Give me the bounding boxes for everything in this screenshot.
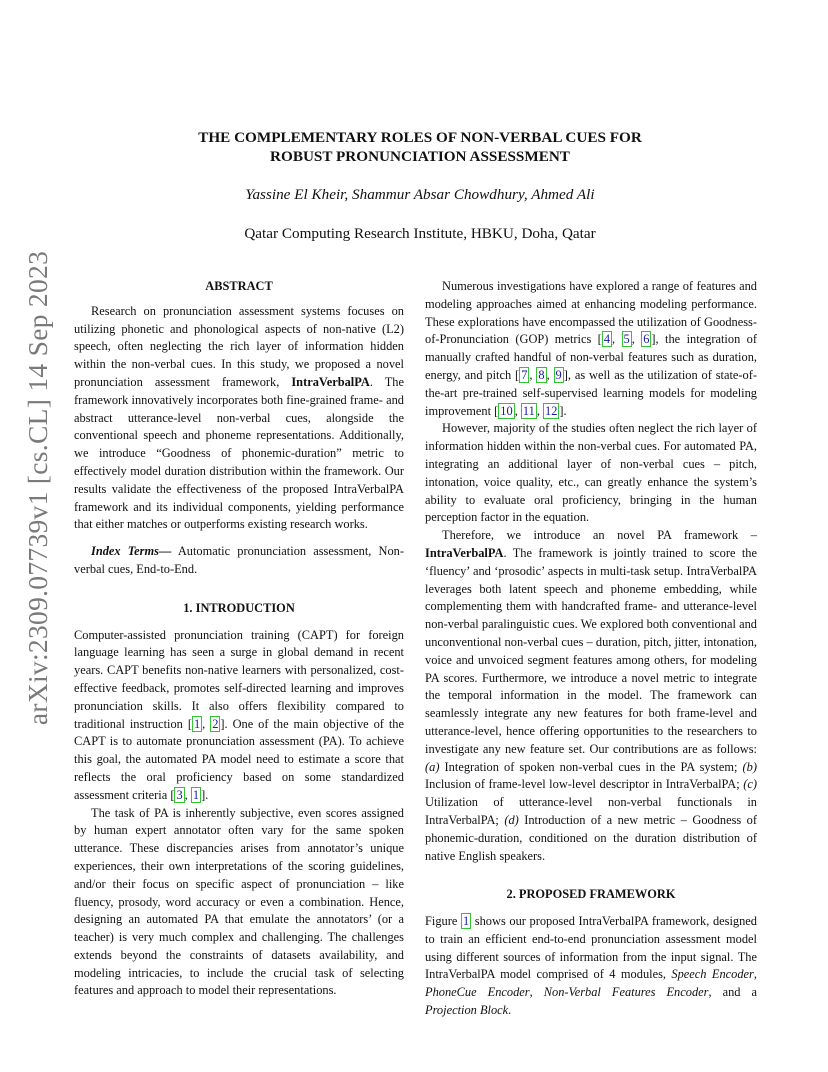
contribution-b-label: (b): [742, 759, 757, 774]
citation-link[interactable]: 1: [193, 716, 201, 731]
intro-p1-text-c: ].: [201, 787, 209, 802]
citation-link[interactable]: 4: [603, 332, 611, 347]
contrib-text-b: . The framework is jointly trained to score the ‘fluency’ and ‘prosodic’ aspects in multi-task setup. IntraVerbalPA leverages both latent speech and phoneme embedding, while complementing them with handcrafted frame- and utterance-level non-verbal paralinguistic cues. We explored both conventional and unconventional non-verbal cues – duration, pitch, jitter, intonation, voice and unvoiced segment features among others, for modeling PA scores. Furthermore, we introduce a novel metric to integrate the temporal information in the model. The framework can seamlessly integrate any new features for both frame-level and utterance-level, hence offering opportunities to the researchers to investigate any new feature set. Our contributions are as follows:: [425, 545, 757, 756]
intro-paragraph-2: The task of PA is inherently subjective, even scores assigned by human expert annotator often vary for the same spoken utterance. These discrepancies arises from annotator’s unique experiences, their own interpretations of the scoring guidelines, and/or their focus on specific aspect of pronunciation – like fluency, prosody, word accuracy or even a combination. Hence, designing an automated PA that emulate the annotators’ (or a teacher) is very much complex and challenging. The challenges extends beyond the constraints of datasets availability, and modeling intricacies, to include the crucial task of selecting features and approach to model their representations.: [74, 805, 404, 998]
intro-p1-text-a: Computer-assisted pronunciation training (CAPT) for foreign language learning has seen a surge in global demand in recent years. CAPT benefits non-native learners with personalized, cost-effective feedback, promotes self-directed learning and improves pronunciation skills. It also offers flexibility compared to traditional instruction [: [74, 627, 404, 731]
framework-name: IntraVerbalPA: [425, 545, 504, 560]
citation-link[interactable]: 12: [545, 403, 558, 418]
contribution-a-text: Integration of spoken non-verbal cues in the PA system;: [439, 759, 743, 774]
fw-text-b: shows our proposed IntraVerbalPA framework, designed to train an efficient end-to-end pronunciation assessment model using different sources of information from the input signal. The IntraVerbalPA model comprised of: [425, 914, 758, 982]
rw-text-b: ], the integration of manually crafted handful of non-verbal features such as duration, energy, and pitch [: [425, 332, 757, 382]
paper-title: [150, 128, 690, 166]
related-work-paragraph: [425, 278, 757, 420]
intro-p1-text-b: ]. One of the main objective of the CAPT is to automate pronunciation assessment (PA). To achieve this goal, the automated PA model need to estimate a score that reflects the oral proficiency based on some standardized assessment criteria [: [74, 716, 405, 802]
framework-paragraph: [425, 913, 757, 1020]
citation-sep: ,: [631, 332, 642, 347]
citation-link[interactable]: 8: [538, 367, 545, 382]
citation-link[interactable]: 2: [212, 716, 219, 731]
citation-sep: ,: [546, 367, 554, 382]
citation-sep: ,: [612, 332, 622, 347]
module-count: 4: [609, 967, 616, 982]
title-line-1: THE COMPLEMENTARY ROLES OF NON-VERBAL CUES FOR: [198, 129, 642, 146]
contribution-b-text: Inclusion of frame-level low-level descriptor in IntraVerbalPA;: [425, 777, 744, 792]
index-terms-label: Index Terms—: [91, 544, 172, 559]
citation-link[interactable]: 11: [522, 403, 535, 418]
citation-sep: ,: [529, 367, 537, 382]
contribution-d-text: Introduction of a new metric – Goodness of phonemic-duration, conditioned on the duration distribution of native English speakers.: [425, 812, 757, 863]
authors: Yassine El Kheir, Shammur Absar Chowdhury, Ahmed Ali: [245, 186, 595, 203]
intro-heading: 1. INTRODUCTION: [183, 600, 295, 615]
citation-link[interactable]: 6: [643, 332, 650, 347]
figure-link[interactable]: 1: [462, 914, 470, 929]
citation-link[interactable]: 7: [521, 367, 528, 382]
framework-name: IntraVerbalPA: [291, 374, 370, 389]
contribution-c-label: (c): [743, 777, 757, 792]
abstract-text: [74, 303, 404, 534]
citation-link[interactable]: 9: [555, 367, 562, 382]
index-terms: [74, 543, 404, 579]
citation-sep: ,: [202, 716, 211, 731]
citation-sep: ,: [536, 403, 544, 418]
contribution-c-text: Utilization of utterance-level non-verbal functionals in IntraVerbalPA;: [425, 795, 757, 827]
module-phonecue-encoder: PhoneCue Encoder: [425, 985, 530, 1000]
right-column: [425, 278, 757, 1020]
citation-link[interactable]: 10: [500, 403, 513, 418]
contrib-text-a: Therefore, we introduce an novel PA framework –: [442, 528, 757, 543]
contribution-d-label: (d): [504, 812, 519, 827]
index-terms-text: Automatic pronunciation assessment, Non-verbal cues, End-to-End.: [74, 544, 404, 576]
contribution-paragraph: [425, 527, 757, 865]
citation-link[interactable]: 3: [176, 787, 183, 802]
rw-text-c: ], as well as the utilization of state-of-the-art pre-trained self-supervised learning models for modeling improvement [: [425, 367, 757, 418]
module-projection-block: Projection Block: [425, 1003, 509, 1018]
citation-sep: ,: [184, 787, 191, 802]
intro-paragraph-1: [74, 627, 404, 805]
title-line-2: ROBUST PRONUNCIATION ASSESSMENT: [270, 148, 570, 165]
abstract-part-2: . The framework innovatively incorporates both fine-grained frame- and abstract utterance-level non-verbal cues, alongside the conventional speech and phoneme representations. Additionally, we introduce “Goodness of phonemic-duration” metric to effectively model duration distribution within the framework. Our results validate the effectiveness of the proposed IntraVerbalPA framework and its individual components, yielding performance that either matches or outperforms existing research works.: [74, 374, 404, 532]
module-speech-encoder: Speech Encoder: [671, 967, 754, 982]
fw-text-d: .: [508, 1003, 512, 1018]
abstract-heading: ABSTRACT: [205, 279, 273, 293]
module-nonverbal-encoder: Non-Verbal Features Encoder: [543, 985, 709, 1000]
fw-text-c: modules,: [615, 967, 672, 982]
citation-link[interactable]: 1: [192, 787, 200, 802]
arxiv-sidebar-stamp: [22, 250, 54, 725]
arxiv-id[interactable]: arXiv:2309.07739v1 [cs.CL] 14 Sep 2023: [22, 250, 53, 725]
contribution-a-label: (a): [425, 759, 440, 774]
abstract-part-1: Research on pronunciation assessment systems focuses on utilizing phonetic and phonological aspects of non-native (L2) speech, often neglecting the rich layer of information hidden within the non-verbal cues. In this study, we proposed a novel pronunciation assessment framework,: [74, 303, 404, 389]
citation-link[interactable]: 5: [623, 332, 630, 347]
rw-text-a: Numerous investigations have explored a range of features and modeling approaches aimed at enhancing modeling performance. These explorations have encompassed the utilization of Goodness-of-Pronunciation (GOP) metrics [: [425, 279, 757, 347]
fw-sep: , and a: [708, 985, 757, 1000]
citation-sep: ,: [514, 403, 521, 418]
fw-text-a: Figure: [425, 914, 461, 929]
left-column: [74, 278, 404, 1000]
fw-sep: ,: [529, 985, 544, 1000]
motivation-paragraph: However, majority of the studies often neglect the rich layer of information hidden within the non-verbal cues. For automated PA, integrating an additional layer of non-verbal cues – pitch, intonation, voice quality, etc., can greatly enhance the system’s ability to evaluate oral proficiency, bringing in the human perception factor in the equation.: [425, 421, 757, 525]
framework-heading: 2. PROPOSED FRAMEWORK: [506, 887, 676, 902]
affiliation: Qatar Computing Research Institute, HBKU, Doha, Qatar: [244, 225, 596, 242]
fw-sep: ,: [753, 967, 757, 982]
rw-text-d: ].: [559, 403, 567, 418]
